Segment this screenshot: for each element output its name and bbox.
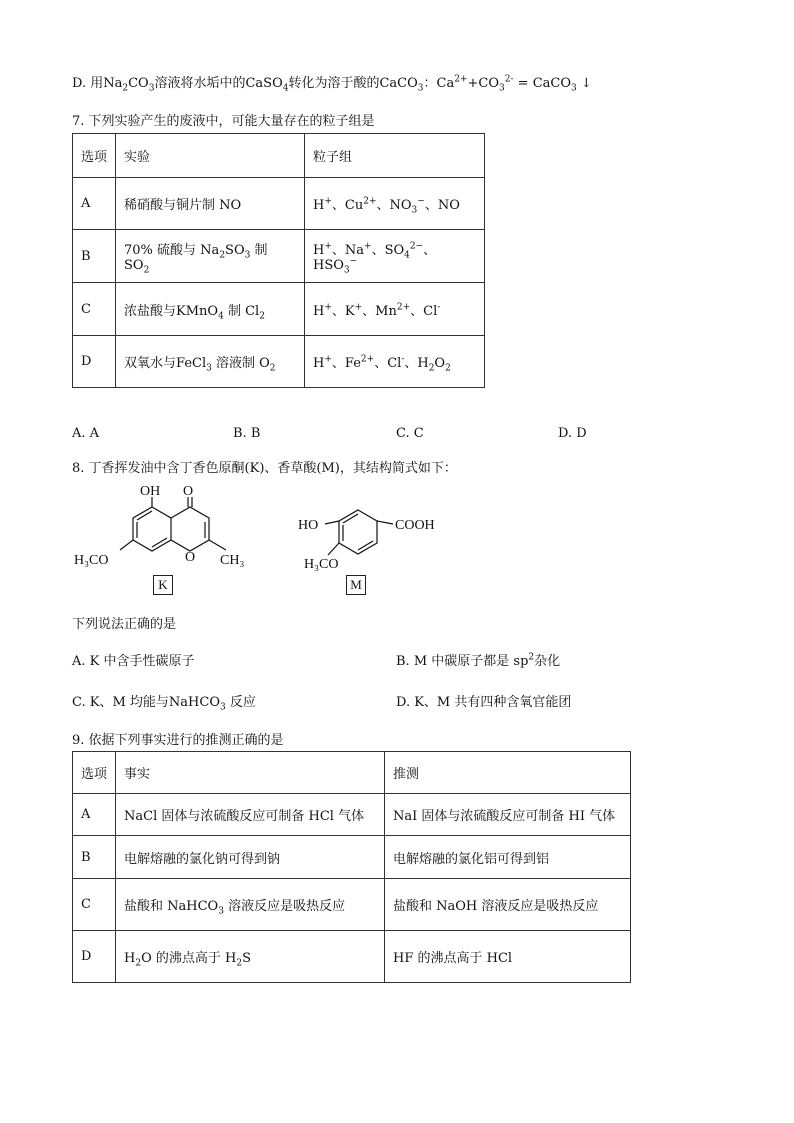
- table-row: [73, 836, 631, 879]
- ionic-equation: $Ca^{2+}+CO_3^{2-}$ = CaCO$_3$ ↓: [436, 74, 592, 94]
- label-oh: OH: [140, 484, 161, 499]
- question-6-option-d: [72, 72, 592, 94]
- question-8-stem: 8. 丁香挥发油中含丁香色原酮(K)、香草酸(M)，其结构简式如下：: [72, 461, 457, 476]
- formula-na2co3: $Na_2CO_3$: [103, 76, 155, 94]
- question-7-stem: 7. 下列实验产生的废液中，可能大量存在的粒子组是: [72, 114, 375, 129]
- question-8-sub-stem: 下列说法正确的是: [72, 617, 177, 632]
- header-particles: 粒子组: [305, 134, 485, 178]
- row-guess: 盐酸和 NaOH 溶液反应是吸热反应: [385, 879, 631, 931]
- label-ho: HO: [298, 518, 319, 533]
- row-fact: NaCl 固体与浓硫酸反应可制备 HCl 气体: [116, 794, 385, 836]
- q8-choice-b: B. M 中碳原子都是 $sp^2$杂化: [396, 652, 561, 669]
- q7-choice-a: A. A: [72, 426, 100, 441]
- structure-m-bonds: [325, 510, 393, 555]
- row-guess: HF 的沸点高于 HCl: [385, 931, 631, 983]
- choice-b-post: 杂化: [534, 654, 561, 669]
- row-particles: H+、$Cu^{2+}$、$NO_3^-$、NO: [305, 178, 485, 230]
- table-row: [73, 794, 631, 836]
- table-row: [73, 931, 631, 983]
- fact-text-post: 的沸点高于: [151, 951, 226, 966]
- row-fact: 盐酸和 NaHCO$_3$ 溶液反应是吸热反应: [116, 879, 385, 931]
- experiment-text-pre: 浓盐酸与: [124, 303, 177, 319]
- row-guess: 电解熔融的氯化铝可得到铝: [385, 836, 631, 879]
- q8-choice-a: A. K 中含手性碳原子: [72, 654, 195, 669]
- label-cooh: COOH: [395, 518, 435, 533]
- q7-choice-d: D. D: [558, 426, 587, 441]
- choice-c-pre: C. K、M 均能与: [72, 695, 169, 710]
- option-d-prefix: D. 用: [72, 76, 104, 91]
- row-option: A: [73, 178, 116, 230]
- header-fact: 事实: [116, 752, 385, 794]
- formula-caco3: CaCO$_3$: [379, 76, 424, 94]
- row-experiment: 浓盐酸与KMnO$_4$ 制 $Cl_2$: [116, 283, 305, 336]
- row-option: D: [73, 931, 116, 983]
- row-experiment: 稀硝酸与铜片制 NO: [116, 178, 305, 230]
- row-fact: $H_2O$ 的沸点高于 $H_2S$: [116, 931, 385, 983]
- row-particles: H+、$Fe^{2+}$、Cl-、$H_2O_2$: [305, 336, 485, 388]
- label-h3co-m: H₃CO: [304, 557, 339, 572]
- table-row: [73, 879, 631, 931]
- choice-b-pre: B. M 中碳原子都是: [396, 654, 510, 669]
- row-option: B: [73, 836, 116, 879]
- header-option: 选项: [73, 752, 116, 794]
- label-h3co: H₃CO: [74, 553, 109, 568]
- row-fact: 电解熔融的氯化钠可得到钠: [116, 836, 385, 879]
- choice-c-post: 反应: [229, 695, 256, 710]
- row-experiment: 双氧水与FeCl$_3$ 溶液制 $O_2$: [116, 336, 305, 388]
- structure-k-bonds: [120, 497, 226, 551]
- row-option: B: [73, 230, 116, 283]
- question-7-table: [72, 133, 485, 388]
- experiment-text-mid: 溶液制: [211, 356, 260, 371]
- row-particles: H+、K+、$Mn^{2+}$、Cl-: [305, 283, 485, 336]
- row-particles: H+、Na+、$SO_4^{2-}$、$HSO_3^-$: [305, 230, 485, 283]
- q8-choice-d: D. K、M 共有四种含氧官能团: [396, 695, 572, 710]
- structure-m-diagram: [298, 495, 458, 575]
- row-guess: NaI 固体与浓硫酸反应可制备 HI 气体: [385, 794, 631, 836]
- table-row: [73, 283, 485, 336]
- table-row: [73, 230, 485, 283]
- label-ring-o: O: [185, 550, 196, 565]
- row-option: D: [73, 336, 116, 388]
- experiment-text-mid: 制: [250, 243, 268, 258]
- q7-choice-c: C. C: [396, 426, 424, 441]
- row-option: A: [73, 794, 116, 836]
- row-option: C: [73, 283, 116, 336]
- experiment-text-mid: 制: [223, 303, 246, 319]
- header-guess: 推测: [385, 752, 631, 794]
- label-ch3: CH₃: [220, 553, 245, 568]
- structure-k-diagram: [70, 482, 260, 577]
- structure-k-label: K: [153, 575, 173, 595]
- fact-text-post: 溶液反应是吸热反应: [223, 899, 346, 914]
- row-experiment: 70% 硫酸与 $Na_2SO_3$ 制 $SO_2$: [116, 230, 305, 283]
- formula-caso4: CaSO$_4$: [245, 76, 289, 94]
- table-row: [73, 178, 485, 230]
- header-experiment: 实验: [116, 134, 305, 178]
- experiment-text-pre: 双氧水与: [124, 356, 177, 371]
- q7-choice-b: B. B: [233, 426, 261, 441]
- label-keto-o: O: [183, 484, 194, 499]
- table-header-row: [73, 134, 485, 178]
- experiment-text-pre: 70% 硫酸与: [124, 243, 201, 258]
- option-d-colon: ：: [423, 76, 437, 91]
- q8-choice-c: C. K、M 均能与NaHCO$_3$ 反应: [72, 695, 256, 713]
- structure-m-label: M: [346, 575, 366, 595]
- question-9-stem: 9. 依据下列事实进行的推测正确的是: [72, 733, 284, 748]
- fact-text-pre: 盐酸和: [124, 899, 168, 914]
- option-d-text-2: 转化为溶于酸的: [288, 76, 380, 91]
- header-option: 选项: [73, 134, 116, 178]
- table-header-row: [73, 752, 631, 794]
- question-9-table: [72, 751, 631, 983]
- row-option: C: [73, 879, 116, 931]
- table-row: [73, 336, 485, 388]
- option-d-text-1: 溶液将水垢中的: [154, 76, 246, 91]
